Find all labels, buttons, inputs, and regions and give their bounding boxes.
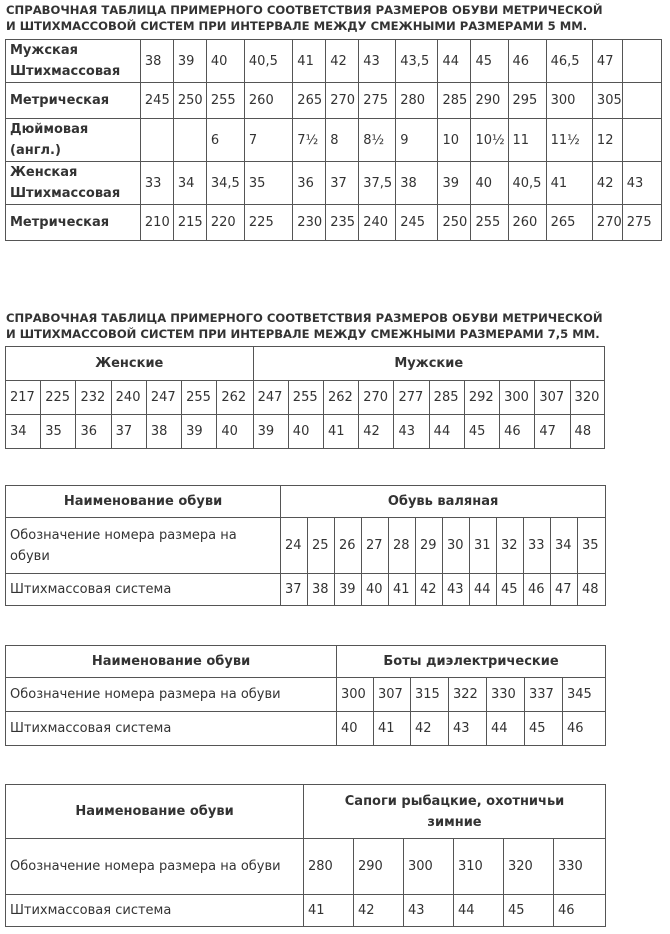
size-number-row [6,678,606,712]
men-stichmass-cell: 39 [253,415,288,449]
men-metric-cell: 285 [429,381,464,415]
size-number-cell: 300 [404,839,454,895]
size-number-cell: 26 [335,518,362,574]
size-cell: 40,5 [244,40,292,83]
size-cell: 275 [359,83,396,119]
men-stichmass-cell: 47 [535,415,570,449]
men-stichmass-cell: 45 [464,415,499,449]
men-metric-cell: 262 [324,381,359,415]
size-cell: 260 [508,205,546,241]
men-metric-cell: 270 [359,381,394,415]
men-metric-cell: 320 [570,381,604,415]
size-number-cell: 25 [308,518,335,574]
size-cell: 250 [438,205,471,241]
size-cell: 33 [140,162,173,205]
women-metric-cell: 255 [182,381,217,415]
size-cell: 270 [592,205,622,241]
size-cell: 40 [471,162,508,205]
size-cell: 39 [173,40,206,83]
women-metric-cell: 240 [111,381,146,415]
size-cell: 8½ [359,119,396,162]
size-number-cell: 24 [281,518,308,574]
women-stichmass-cell: 36 [76,415,111,449]
size-number-cell: 315 [411,678,449,712]
size-cell: 43,5 [396,40,438,83]
men-metric-cell: 277 [394,381,429,415]
women-stichmass-cell: 35 [41,415,76,449]
size-cell: 245 [396,205,438,241]
size-cell: 41 [546,162,592,205]
size-number-cell: 290 [354,839,404,895]
size-cell: 265 [546,205,592,241]
women-metric-cell: 217 [6,381,41,415]
stichmass-cell: 42 [416,574,443,606]
size-cell: 305 [592,83,622,119]
size-number-cell: 28 [389,518,416,574]
size-row [6,205,662,241]
size-cell: 45 [471,40,508,83]
size-number-cell: 330 [554,839,606,895]
size-number-cell: 310 [454,839,504,895]
row-label: Метрическая [6,205,141,241]
men-metric-cell: 255 [288,381,323,415]
men-stichmass-cell: 43 [394,415,429,449]
stichmass-cell: 41 [389,574,416,606]
dielectric-boots-table [5,645,606,746]
women-metric-cell: 247 [146,381,181,415]
size-cell: 42 [592,162,622,205]
size-cell [622,119,661,162]
size-cell: 290 [471,83,508,119]
felt-boots-table [5,485,606,606]
size-cell: 40 [206,40,244,83]
size-cell [140,119,173,162]
size-cell: 35 [244,162,292,205]
size-cell: 300 [546,83,592,119]
size-table-7-5mm [5,346,605,449]
men-metric-cell: 307 [535,381,570,415]
size-cell: 235 [326,205,359,241]
women-metric-cell: 262 [217,381,253,415]
size-number-cell: 337 [525,678,563,712]
size-row [6,83,662,119]
fishing-boots-table [5,784,606,927]
stichmass-cell: 45 [497,574,524,606]
stichmass-cell: 45 [525,712,563,746]
stichmass-cell: 38 [308,574,335,606]
size-cell: 47 [592,40,622,83]
size-cell: 12 [592,119,622,162]
shoe-type-header: Сапоги рыбацкие, охотничьи зимние [304,785,606,839]
stichmass-cell: 44 [470,574,497,606]
shoe-name-header: Наименование обуви [6,646,337,678]
size-number-cell: 30 [443,518,470,574]
size-cell: 10½ [471,119,508,162]
size-number-cell: 345 [563,678,606,712]
stichmass-cell: 44 [454,895,504,927]
size-cell: 215 [173,205,206,241]
section1-title-line-1: СПРАВОЧНАЯ ТАБЛИЦА ПРИМЕРНОГО СООТВЕТСТВИЯ РАЗМЕРОВ ОБУВИ МЕТРИЧЕСКОЙ [6,3,603,17]
size-number-cell: 29 [416,518,443,574]
size-cell: 7 [244,119,292,162]
size-cell: 46 [508,40,546,83]
size-cell [173,119,206,162]
men-stichmass-cell: 42 [359,415,394,449]
stichmass-row [6,712,606,746]
size-cell: 225 [244,205,292,241]
shoe-type-header: Боты диэлектрические [337,646,606,678]
size-number-cell: 27 [362,518,389,574]
size-number-label: Обозначение номера размера на обуви [6,839,304,895]
stichmass-cell: 41 [304,895,354,927]
stichmass-cell: 46 [554,895,606,927]
metric-row [6,381,605,415]
men-header: Мужские [253,347,604,381]
size-cell: 42 [326,40,359,83]
men-stichmass-cell: 41 [324,415,359,449]
section2-title-line-1: СПРАВОЧНАЯ ТАБЛИЦА ПРИМЕРНОГО СООТВЕТСТВИЯ РАЗМЕРОВ ОБУВИ МЕТРИЧЕСКОЙ [6,311,603,325]
stichmass-cell: 42 [354,895,404,927]
size-cell: 245 [140,83,173,119]
men-stichmass-cell: 48 [570,415,604,449]
men-metric-cell: 300 [500,381,535,415]
size-table-5mm [5,39,662,241]
size-cell: 38 [140,40,173,83]
size-number-cell: 33 [524,518,551,574]
stichmass-label: Штихмассовая система [6,712,337,746]
stichmass-cell: 45 [504,895,554,927]
stichmass-cell: 43 [449,712,487,746]
shoe-name-header: Наименование обуви [6,785,304,839]
size-number-row [6,839,606,895]
stichmass-row [6,415,605,449]
size-cell: 255 [206,83,244,119]
stichmass-cell: 40 [362,574,389,606]
size-cell: 43 [359,40,396,83]
size-number-cell: 34 [551,518,578,574]
shoe-type-header: Обувь валяная [281,486,606,518]
size-cell: 295 [508,83,546,119]
stichmass-cell: 43 [443,574,470,606]
men-stichmass-cell: 40 [288,415,323,449]
size-cell: 38 [396,162,438,205]
men-stichmass-cell: 46 [500,415,535,449]
size-cell: 11½ [546,119,592,162]
size-number-cell: 280 [304,839,354,895]
stichmass-cell: 40 [337,712,374,746]
size-cell: 7½ [293,119,326,162]
size-cell: 280 [396,83,438,119]
size-number-cell: 307 [374,678,411,712]
women-header: Женские [6,347,254,381]
size-number-cell: 32 [497,518,524,574]
section1-title [6,2,603,34]
section2-title [6,310,603,342]
row-label: Женская Штихмассовая [6,162,141,205]
size-cell: 34 [173,162,206,205]
size-number-cell: 322 [449,678,487,712]
size-number-cell: 35 [578,518,606,574]
size-cell: 41 [293,40,326,83]
size-number-label: Обозначение номера размера на обуви [6,678,337,712]
women-stichmass-cell: 38 [146,415,181,449]
size-cell: 10 [438,119,471,162]
stichmass-row [6,895,606,927]
stichmass-label: Штихмассовая система [6,574,281,606]
row-label: Мужская Штихмассовая [6,40,141,83]
size-cell: 220 [206,205,244,241]
size-cell: 250 [173,83,206,119]
women-metric-cell: 232 [76,381,111,415]
section2-title-line-2: И ШТИХМАССОВОЙ СИСТЕМ ПРИ ИНТЕРВАЛЕ МЕЖДУ СМЕЖНЫМИ РАЗМЕРАМИ 7,5 ММ. [6,327,600,341]
size-cell: 43 [622,162,661,205]
size-cell: 260 [244,83,292,119]
women-stichmass-cell: 37 [111,415,146,449]
size-cell: 270 [326,83,359,119]
stichmass-cell: 46 [524,574,551,606]
size-cell: 230 [293,205,326,241]
stichmass-row [6,574,606,606]
size-cell: 285 [438,83,471,119]
women-stichmass-cell: 40 [217,415,253,449]
size-cell: 46,5 [546,40,592,83]
size-number-cell: 300 [337,678,374,712]
size-cell: 11 [508,119,546,162]
shoe-name-header: Наименование обуви [6,486,281,518]
stichmass-cell: 37 [281,574,308,606]
size-cell: 39 [438,162,471,205]
stichmass-cell: 44 [487,712,525,746]
size-cell [622,40,661,83]
size-cell: 255 [471,205,508,241]
size-cell [622,83,661,119]
women-stichmass-cell: 39 [182,415,217,449]
size-row [6,162,662,205]
stichmass-cell: 42 [411,712,449,746]
stichmass-cell: 41 [374,712,411,746]
row-label: Дюймовая (англ.) [6,119,141,162]
size-row [6,40,662,83]
men-metric-cell: 292 [464,381,499,415]
size-cell: 275 [622,205,661,241]
size-cell: 34,5 [206,162,244,205]
size-number-cell: 330 [487,678,525,712]
size-cell: 9 [396,119,438,162]
size-cell: 37 [326,162,359,205]
size-number-cell: 320 [504,839,554,895]
size-number-cell: 31 [470,518,497,574]
stichmass-cell: 39 [335,574,362,606]
women-metric-cell: 225 [41,381,76,415]
size-cell: 36 [293,162,326,205]
men-metric-cell: 247 [253,381,288,415]
stichmass-cell: 47 [551,574,578,606]
size-cell: 8 [326,119,359,162]
stichmass-cell: 48 [578,574,606,606]
size-cell: 44 [438,40,471,83]
section1-title-line-2: И ШТИХМАССОВОЙ СИСТЕМ ПРИ ИНТЕРВАЛЕ МЕЖДУ СМЕЖНЫМИ РАЗМЕРАМИ 5 ММ. [6,19,588,33]
men-stichmass-cell: 44 [429,415,464,449]
size-cell: 210 [140,205,173,241]
women-stichmass-cell: 34 [6,415,41,449]
size-cell: 265 [293,83,326,119]
size-cell: 6 [206,119,244,162]
stichmass-label: Штихмассовая система [6,895,304,927]
size-cell: 240 [359,205,396,241]
size-number-label: Обозначение номера размера на обуви [6,518,281,574]
stichmass-cell: 43 [404,895,454,927]
stichmass-cell: 46 [563,712,606,746]
size-number-row [6,518,606,574]
row-label: Метрическая [6,83,141,119]
size-cell: 37,5 [359,162,396,205]
size-row [6,119,662,162]
size-cell: 40,5 [508,162,546,205]
